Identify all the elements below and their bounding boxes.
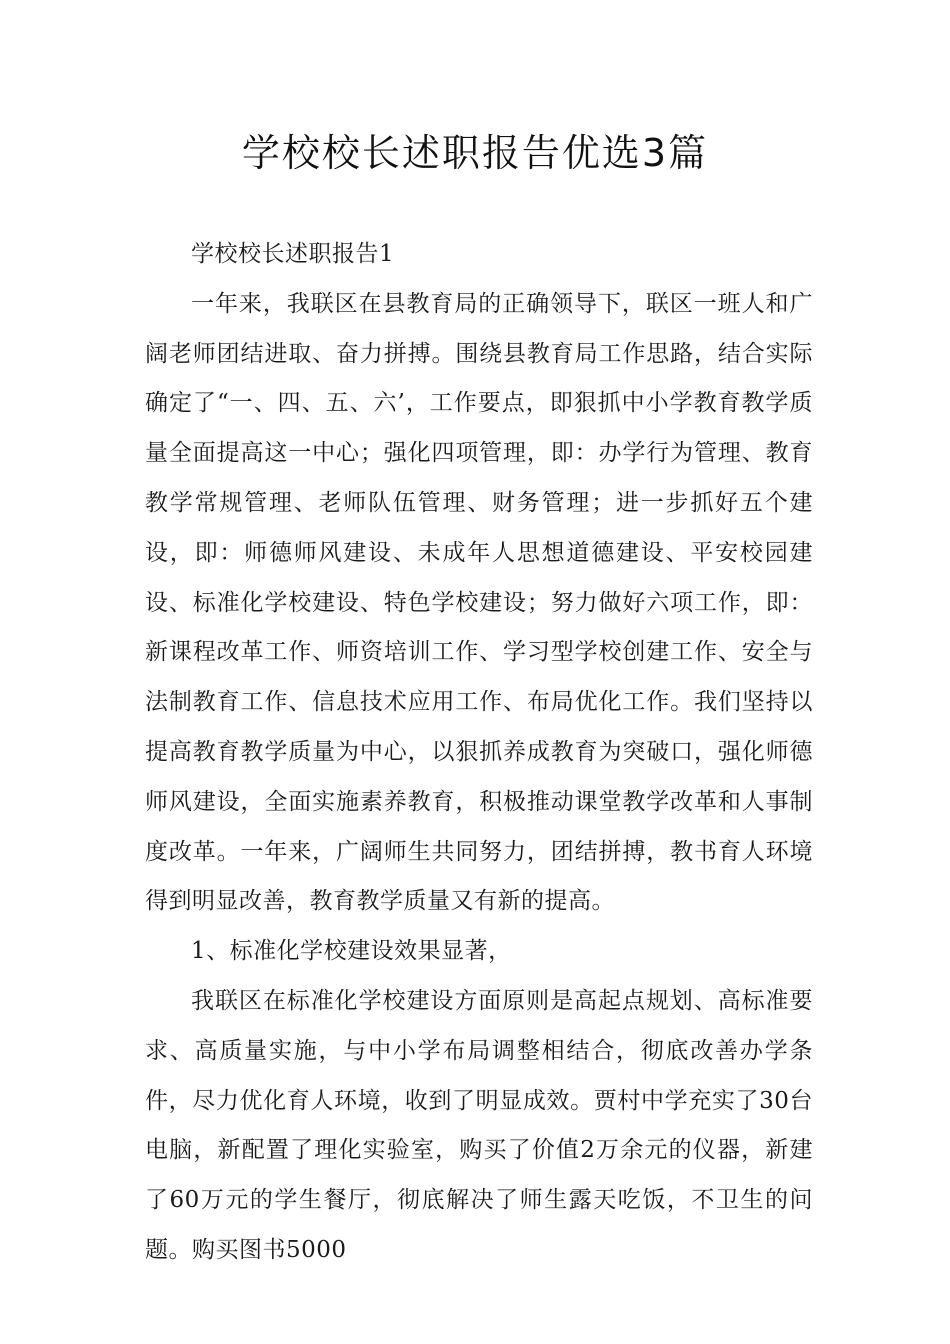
section-heading: 学校校长述职报告1 bbox=[191, 241, 395, 267]
paragraph-intro: 一年来，我联区在县教育局的正确领导下，联区一班人和广阔老师团结进取、奋力拼搏。围绕县教育局工作思路，结合实际确定了“一、四、五、六’，工作要点，即狠抓中小学教育教学质量全面提高这一中心；强化四项管理，即：办学行为管理、教育教学常规管理、老师队伍管理、财务管理；进一步抓好五个建设，即：师德师风建设、未成年人思想道德建设、平安校园建设、标准化学校建设、特色学校建设；努力做好六项工作，即：新课程改革工作、师资培训工作、学习型学校创建工作、安全与法制教育工作、信息技术应用工作、布局优化工作。我们坚持以提高教育教学质量为中心，以狠抓养成教育为突破口，强化师德师风建设，全面实施素养教育，积极推动课堂教学改革和人事制度改革。一年来，广阔师生共同努力，团结拼搏，教书育人环境得到明显改善，教育教学质量又有新的提高。 bbox=[145, 290, 813, 915]
document-title: 学校校长述职报告优选3篇 bbox=[241, 131, 709, 175]
document-body bbox=[145, 230, 813, 1276]
subheading-standardization: 1、标准化学校建设效果显著， bbox=[191, 938, 512, 965]
paragraph-standardization: 我联区在标准化学校建设方面原则是高起点规划、高标准要求、高质量实施，与中小学布局调整相结合，彻底改善办学条件，尽力优化育人环境，收到了明显成效。贾村中学充实了30台电脑，新配置了理化实验室，购买了价值2万余元的仪器，新建了60万元的学生餐厅，彻底解决了师生露天吃饭，不卫生的问题。购买图书5000 bbox=[145, 987, 813, 1263]
